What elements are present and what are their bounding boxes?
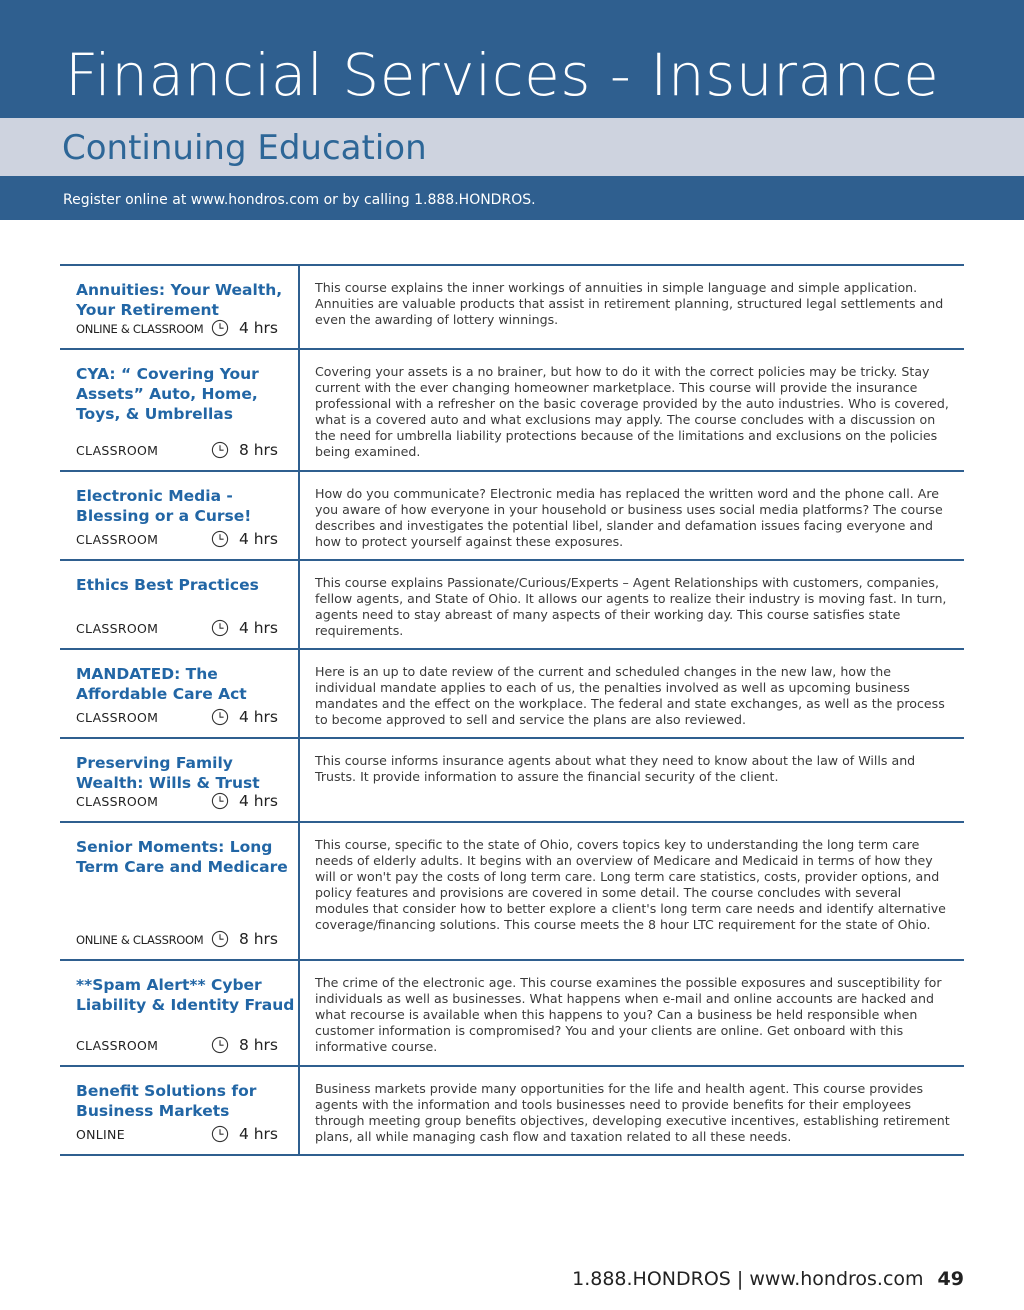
- course-format: CLASSROOM: [76, 621, 159, 636]
- page-title: Financial Services - Insurance: [65, 41, 940, 109]
- course-row: [60, 266, 964, 350]
- course-title: Electronic Media - Blessing or a Curse!: [76, 487, 252, 525]
- course-hours: 4 hrs: [238, 619, 278, 637]
- clock-icon: [211, 930, 229, 948]
- course-description: The crime of the electronic age. This course examines the possible exposures and susceptibility for individuals as well as businesses. What happens when e-mail and online accounts are hacked and what recourse is available when this happens to you? Can a business be held responsible when customer information is compromised? You and your clients are online. Get onboard with this informative course.: [315, 975, 942, 1054]
- course-title: Ethics Best Practices: [76, 576, 259, 594]
- course-row: [60, 1067, 964, 1156]
- course-row: [60, 561, 964, 650]
- course-description: This course informs insurance agents about what they need to know about the law of Wills and Trusts. It provide information to assure the financial security of the client.: [315, 753, 916, 784]
- course-hours: 8 hrs: [238, 441, 278, 459]
- clock-icon: [211, 792, 229, 810]
- course-description: This course explains the inner workings of annuities in simple language and simple application. Annuities are valuable products that assist in retirement planning, structured legal settlements and even the awarding of lottery winnings.: [315, 280, 944, 327]
- course-description: This course explains Passionate/Curious/Experts – Agent Relationships with customers, companies, fellow agents, and State of Ohio. It allows our agents to realize their industry is moving fast. In turn, agents need to stay abreast of many aspects of their working day. This course satisfies state requirements.: [315, 575, 947, 638]
- register-text: Register online at www.hondros.com or by calling 1.888.HONDROS.: [63, 192, 536, 208]
- course-info-cell: [60, 650, 300, 737]
- subtitle-band: [0, 118, 1024, 176]
- course-meta: [76, 707, 278, 727]
- course-title: Senior Moments: Long Term Care and Medicare: [76, 838, 288, 876]
- course-meta: [76, 618, 278, 638]
- clock-icon: [211, 441, 229, 459]
- clock-icon: [211, 619, 229, 637]
- course-meta: [76, 440, 278, 460]
- clock-icon: [211, 708, 229, 726]
- course-row: [60, 650, 964, 739]
- course-format: CLASSROOM: [76, 794, 159, 809]
- course-title: CYA: “ Covering Your Assets” Auto, Home, Toys, & Umbrellas: [76, 365, 259, 423]
- course-hours: 8 hrs: [238, 930, 278, 948]
- course-meta: [76, 1124, 278, 1144]
- course-format: ONLINE & CLASSROOM: [76, 322, 204, 336]
- course-meta: [76, 929, 278, 949]
- course-format: ONLINE: [76, 1127, 125, 1142]
- course-info-cell: [60, 472, 300, 559]
- course-format: ONLINE & CLASSROOM: [76, 933, 204, 947]
- course-description: Business markets provide many opportunities for the life and health agent. This course provides agents with the information and tools businesses need to provide benefits for their employees through meeting group benefits objectives, developing executive incentives, establishing retirement plans, all while managing cash flow and taxation related to all these needs.: [315, 1081, 950, 1144]
- page-number: 49: [937, 1268, 964, 1290]
- course-row: [60, 350, 964, 472]
- course-row: [60, 739, 964, 823]
- clock-icon: [211, 530, 229, 548]
- course-row: [60, 823, 964, 961]
- course-hours: 4 hrs: [238, 792, 278, 810]
- page-footer: [572, 1266, 964, 1293]
- course-meta: [76, 791, 278, 811]
- course-title: MANDATED: The Affordable Care Act: [76, 665, 247, 703]
- course-table: [60, 264, 964, 1156]
- course-title: Preserving Family Wealth: Wills & Trust: [76, 754, 260, 792]
- course-hours: 4 hrs: [238, 319, 278, 337]
- course-format: CLASSROOM: [76, 443, 159, 458]
- course-row: [60, 472, 964, 561]
- course-row: [60, 961, 964, 1067]
- course-info-cell: [60, 350, 300, 470]
- course-hours: 4 hrs: [238, 708, 278, 726]
- course-title: Annuities: Your Wealth, Your Retirement: [76, 281, 283, 319]
- course-info-cell: [60, 1067, 300, 1154]
- course-format: CLASSROOM: [76, 532, 159, 547]
- course-meta: [76, 318, 278, 338]
- course-hours: 4 hrs: [238, 1125, 278, 1143]
- register-bar: [0, 176, 1024, 220]
- course-hours: 4 hrs: [238, 530, 278, 548]
- course-info-cell: [60, 266, 300, 348]
- course-description: This course, specific to the state of Ohio, covers topics key to understanding the long term care needs of elderly adults. It begins with an overview of Medicare and Medicaid in terms of how they will or won't pay the costs of long term care. Long term care statistics, costs, provider options, and policy features and provisions are covered in some detail. The course concludes with several modules that consider how to better explore a client's long term care needs and identify alternative coverage/financing solutions. This course meets the 8 hour LTC requirement for the state of Ohio.: [315, 837, 946, 932]
- course-info-cell: [60, 961, 300, 1065]
- course-title: Benefit Solutions for Business Markets: [76, 1082, 257, 1120]
- clock-icon: [211, 1125, 229, 1143]
- course-info-cell: [60, 739, 300, 821]
- course-meta: [76, 529, 278, 549]
- course-info-cell: [60, 561, 300, 648]
- course-info-cell: [60, 823, 300, 959]
- course-description: How do you communicate? Electronic media has replaced the written word and the phone call. Are you aware of how everyone in your household or business uses social media platforms? The course describes and investigates the potential libel, slander and defamation issues facing everyone and how to protect yourself against these exposures.: [315, 486, 943, 549]
- header-banner: [0, 0, 1024, 118]
- course-format: CLASSROOM: [76, 1038, 159, 1053]
- course-meta: [76, 1035, 278, 1055]
- course-description: Here is an up to date review of the current and scheduled changes in the new law, how the individual mandate applies to each of us, the penalties involved as well as upcoming business mandates and the effect on the workplace. The federal and state exchanges, as well as the process to become approved to sell and service the plans are also reviewed.: [315, 664, 945, 727]
- clock-icon: [211, 1036, 229, 1054]
- course-description: Covering your assets is a no brainer, but how to do it with the correct policies may be tricky. Stay current with the ever changing homeowner marketplace. This course will provide the insurance professional with a refresher on the basic coverage provided by the auto industries. Who is covered, what is a covered auto and what exclusions may apply. The course concludes with a discussion on the need for umbrella liability protections because of the limitations and exclusions on the policies being examined.: [315, 364, 949, 459]
- course-format: CLASSROOM: [76, 710, 159, 725]
- footer-contact: 1.888.HONDROS | www.hondros.com: [572, 1268, 924, 1290]
- page-subtitle: Continuing Education: [62, 128, 427, 168]
- course-hours: 8 hrs: [238, 1036, 278, 1054]
- course-title: **Spam Alert** Cyber Liability & Identity Fraud: [76, 976, 295, 1014]
- clock-icon: [211, 319, 229, 337]
